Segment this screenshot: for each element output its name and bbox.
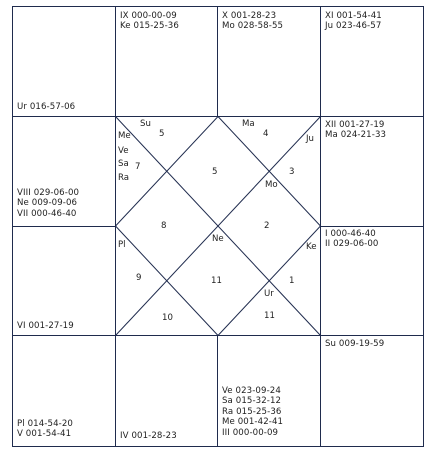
house-cell-bottom-third bbox=[222, 386, 283, 438]
planet-label: Pl bbox=[118, 240, 126, 250]
sign-number: 5 bbox=[159, 129, 165, 139]
house-line: Mo 028-58-55 bbox=[222, 21, 284, 32]
planet-label: Su bbox=[140, 119, 151, 129]
house-line: Ma 024-21-33 bbox=[325, 130, 387, 141]
house-cell-top-right bbox=[325, 11, 382, 32]
planet-label: Ju bbox=[306, 134, 314, 144]
house-cell-right-lower bbox=[325, 339, 384, 349]
house-line: XII 001-27-19 bbox=[325, 120, 385, 130]
house-line: Me 001-42-41 bbox=[222, 417, 284, 428]
house-line: IX 000-00-09 bbox=[120, 11, 177, 21]
planet-label: Ke bbox=[306, 242, 317, 252]
house-line: Pl 014-54-20 bbox=[17, 419, 73, 429]
house-line: VI 001-27-19 bbox=[17, 321, 74, 331]
house-line: V 001-54-41 bbox=[17, 429, 72, 440]
house-line: Ke 015-25-36 bbox=[120, 21, 179, 32]
sign-number: 3 bbox=[289, 167, 295, 177]
house-cell-top-second bbox=[120, 11, 179, 32]
house-line: Ne 009-09-06 bbox=[17, 198, 78, 209]
planet-label: Mo bbox=[265, 180, 278, 190]
sign-number: 11 bbox=[211, 276, 222, 286]
sign-number: 1 bbox=[289, 276, 295, 286]
house-line: II 029-06-00 bbox=[325, 239, 379, 250]
house-line: IV 001-28-23 bbox=[120, 431, 177, 441]
house-line: Ra 015-25-36 bbox=[222, 406, 282, 417]
planet-label: Me bbox=[118, 131, 131, 141]
house-line: VIII 029-06-00 bbox=[17, 188, 80, 198]
house-cell-top-third bbox=[222, 11, 283, 32]
house-cell-left-top bbox=[17, 102, 75, 112]
house-line: Ur 016-57-06 bbox=[17, 102, 76, 112]
planet-label: Ma bbox=[242, 119, 255, 129]
sign-number: 11 bbox=[264, 311, 275, 321]
house-line: Sa 015-32-12 bbox=[222, 396, 282, 407]
sign-number: 10 bbox=[162, 313, 173, 323]
sign-number: 2 bbox=[264, 221, 270, 231]
planet-label: Ne bbox=[212, 234, 224, 244]
house-line: XI 001-54-41 bbox=[325, 11, 382, 21]
planet-label: Ra bbox=[118, 173, 130, 183]
planet-label: Ve bbox=[118, 146, 129, 156]
house-line: Ju 023-46-57 bbox=[325, 21, 382, 32]
house-line: I 000-46-40 bbox=[325, 229, 376, 239]
house-cell-right-top bbox=[325, 120, 386, 141]
house-line: III 000-00-09 bbox=[222, 427, 279, 438]
sign-number: 4 bbox=[263, 129, 269, 139]
house-cell-left-lower bbox=[17, 321, 74, 331]
house-cell-right-middle bbox=[325, 229, 378, 250]
house-line: VII 000-46-40 bbox=[17, 208, 77, 219]
sign-number: 9 bbox=[136, 273, 142, 283]
house-line: Ve 023-09-24 bbox=[222, 386, 281, 396]
planet-label: Sa bbox=[118, 159, 129, 169]
sign-number: 5 bbox=[212, 167, 218, 177]
house-cell-bottom-second bbox=[120, 431, 177, 441]
planet-label: Ur bbox=[264, 289, 274, 299]
house-cell-bottom-left bbox=[17, 419, 73, 440]
house-line: Su 009-19-59 bbox=[325, 339, 385, 349]
house-cell-left-middle bbox=[17, 188, 79, 219]
house-line: X 001-28-23 bbox=[222, 11, 277, 21]
sign-number: 8 bbox=[161, 221, 167, 231]
sign-number: 7 bbox=[135, 162, 141, 172]
